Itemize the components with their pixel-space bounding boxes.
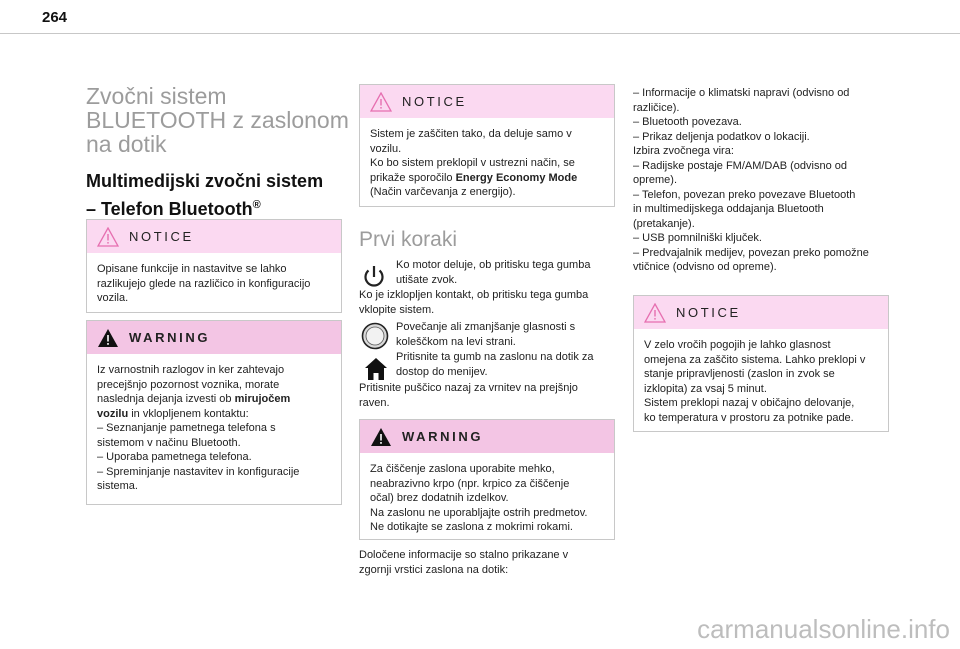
list-item: – Prikaz deljenja podatkov o lokaciji.: [633, 130, 810, 143]
text-line: Pritisnite ta gumb na zaslonu na dotik za: [396, 351, 594, 363]
text-line: [97, 407, 331, 422]
power-description: [396, 258, 590, 287]
title-line: na dotik: [86, 131, 167, 157]
list-item: – Bluetooth povezava.: [633, 116, 742, 128]
list-item: – Predvajalnik medijev, povezan preko pomožne: [633, 246, 869, 259]
text-line: [97, 392, 331, 407]
bold-text: vozilu: [97, 407, 129, 420]
text-line: Ne dotikajte se zaslona z mokrimi rokami.: [370, 521, 573, 533]
notice-box: [86, 219, 342, 313]
text-line: Ko bo sistem preklopil v ustrezni način, se: [370, 157, 575, 169]
text-line: izklopita) za vsaj 5 minut.: [644, 382, 767, 395]
text-line: stanje pripravljenosti (zaslon in zvok se: [644, 368, 835, 380]
text-line: raven.: [359, 396, 390, 409]
list-item: sistemom v načinu Bluetooth.: [97, 436, 241, 449]
text-line: Izbira zvočnega vira:: [633, 145, 734, 157]
text-line: Opisane funkcije in nastavitve se lahko: [97, 263, 287, 275]
text-line: razlikujejo glede na različico in konfiguracijo: [97, 277, 311, 290]
notice-box: [633, 295, 889, 432]
text-line: Na zaslonu ne uporabljajte ostrih predmetov.: [370, 506, 588, 519]
list-item: – Informacije o klimatski napravi (odvisno od: [633, 87, 850, 99]
text-line: Povečanje ali zmanjšanje glasnosti s: [396, 321, 576, 333]
column-3-text: [633, 86, 893, 275]
text-line: Sistem preklopi nazaj v običajno delovanje,: [644, 397, 855, 409]
bold-text: mirujočem: [234, 393, 291, 405]
list-item: – Spreminjanje nastavitev in konfiguracije: [97, 465, 300, 478]
list-item: (pretakanje).: [633, 217, 695, 230]
top-divider: [0, 33, 960, 34]
back-arrow-description: [359, 381, 578, 410]
warning-label: WARNING: [402, 429, 484, 444]
list-item: in multimedijskega oddajanja Bluetooth: [633, 203, 824, 215]
notice-label: NOTICE: [676, 305, 741, 320]
text-line: utišate zvok.: [396, 273, 458, 286]
warning-text: [87, 354, 341, 502]
text-line: (Način varčevanja z energijo).: [370, 186, 516, 198]
text-span: naslednja dejanja izvesti ob: [97, 393, 232, 405]
notice-text: [360, 118, 614, 208]
home-icon: [362, 355, 390, 383]
text-line: Pritisnite puščico nazaj za vrnitev na prejšnjo: [359, 382, 578, 394]
notice-text: [87, 253, 341, 314]
subtitle-line: Multimedijski zvočni sistem: [86, 171, 324, 191]
warning-box: [359, 419, 615, 540]
text-line: [370, 171, 604, 186]
page-number: 264: [42, 9, 68, 26]
bold-text: Energy Economy Mode: [455, 171, 578, 184]
warning-triangle-icon: [97, 328, 119, 348]
subtitle: [86, 169, 356, 221]
notice-label: NOTICE: [402, 94, 467, 109]
list-item: – Telefon, povezan preko povezave Bluetooth: [633, 188, 856, 201]
warning-header: [87, 321, 341, 354]
warning-triangle-icon: [97, 227, 119, 247]
warning-box: [86, 320, 342, 505]
text-line: Sistem je zaščiten tako, da deluje samo v: [370, 128, 572, 140]
home-description: [396, 350, 594, 379]
text-line: Določene informacije so stalno prikazane v: [359, 549, 569, 561]
text-line: omejena za zaščito sistema. Lahko preklopi v: [644, 353, 866, 366]
list-item: sistema.: [97, 480, 138, 492]
registered-mark: ®: [252, 199, 261, 211]
text-line: Za čiščenje zaslona uporabite mehko,: [370, 463, 555, 475]
text-line: vozila.: [97, 292, 129, 304]
knob-description: [396, 320, 575, 349]
list-item: – USB pomnilniški ključek.: [633, 232, 762, 244]
text-span: prikaže sporočilo: [370, 171, 456, 184]
warning-triangle-icon: [370, 427, 392, 447]
text-line: neabrazivno krpo (npr. krpico za čiščenje: [370, 477, 570, 490]
list-item: vtičnice (odvisno od opreme).: [633, 261, 777, 273]
warning-triangle-icon: [644, 303, 666, 323]
bottom-paragraph: [359, 548, 568, 577]
text-line: V zelo vročih pogojih je lahko glasnost: [644, 339, 831, 351]
text-span: in vklopljenem kontaktu:: [128, 407, 249, 420]
text-line: dostop do menijev.: [396, 365, 488, 378]
notice-header: [87, 220, 341, 253]
text-line: zgornji vrstici zaslona na dotik:: [359, 563, 509, 576]
warning-label: WARNING: [129, 330, 211, 345]
notice-header: [634, 296, 888, 329]
section-title: [86, 84, 356, 156]
warning-triangle-icon: [370, 92, 392, 112]
notice-label: NOTICE: [129, 229, 194, 244]
list-item: – Uporaba pametnega telefona.: [97, 451, 252, 463]
list-item: različice).: [633, 101, 680, 114]
text-line: očal) brez dodatnih izdelkov.: [370, 492, 509, 504]
text-line: precejšnjo pozornost voznika, morate: [97, 378, 280, 391]
list-item: – Seznanjanje pametnega telefona s: [97, 422, 276, 434]
warning-header: [360, 420, 614, 453]
section-heading: Prvi koraki: [359, 228, 458, 251]
title-line: Zvočni sistem: [86, 83, 227, 109]
text-line: Ko motor deluje, ob pritisku tega gumba: [396, 259, 591, 271]
text-line: vozilu.: [370, 142, 402, 155]
warning-text: [360, 453, 614, 543]
text-line: vklopite sistem.: [359, 303, 435, 316]
text-line: Iz varnostnih razlogov in ker zahtevajo: [97, 364, 285, 376]
list-item: opreme).: [633, 174, 678, 186]
list-item: – Radijske postaje FM/AM/DAB (odvisno od: [633, 159, 847, 172]
footer-watermark: carmanualsonline.info: [697, 614, 950, 644]
text-line: koleščkom na levi strani.: [396, 335, 516, 348]
text-line: ko temperatura v prostoru za potnike pade.: [644, 411, 854, 424]
notice-box: [359, 84, 615, 207]
notice-text: [634, 329, 888, 433]
power-description-2: [359, 288, 588, 317]
volume-knob-icon: [361, 322, 389, 350]
power-icon: [360, 262, 388, 290]
text-line: Ko je izklopljen kontakt, ob pritisku tega gumba: [359, 289, 589, 301]
title-line: BLUETOOTH z zaslonom: [86, 107, 349, 133]
subtitle-line: – Telefon Bluetooth: [86, 199, 253, 219]
notice-header: [360, 85, 614, 118]
